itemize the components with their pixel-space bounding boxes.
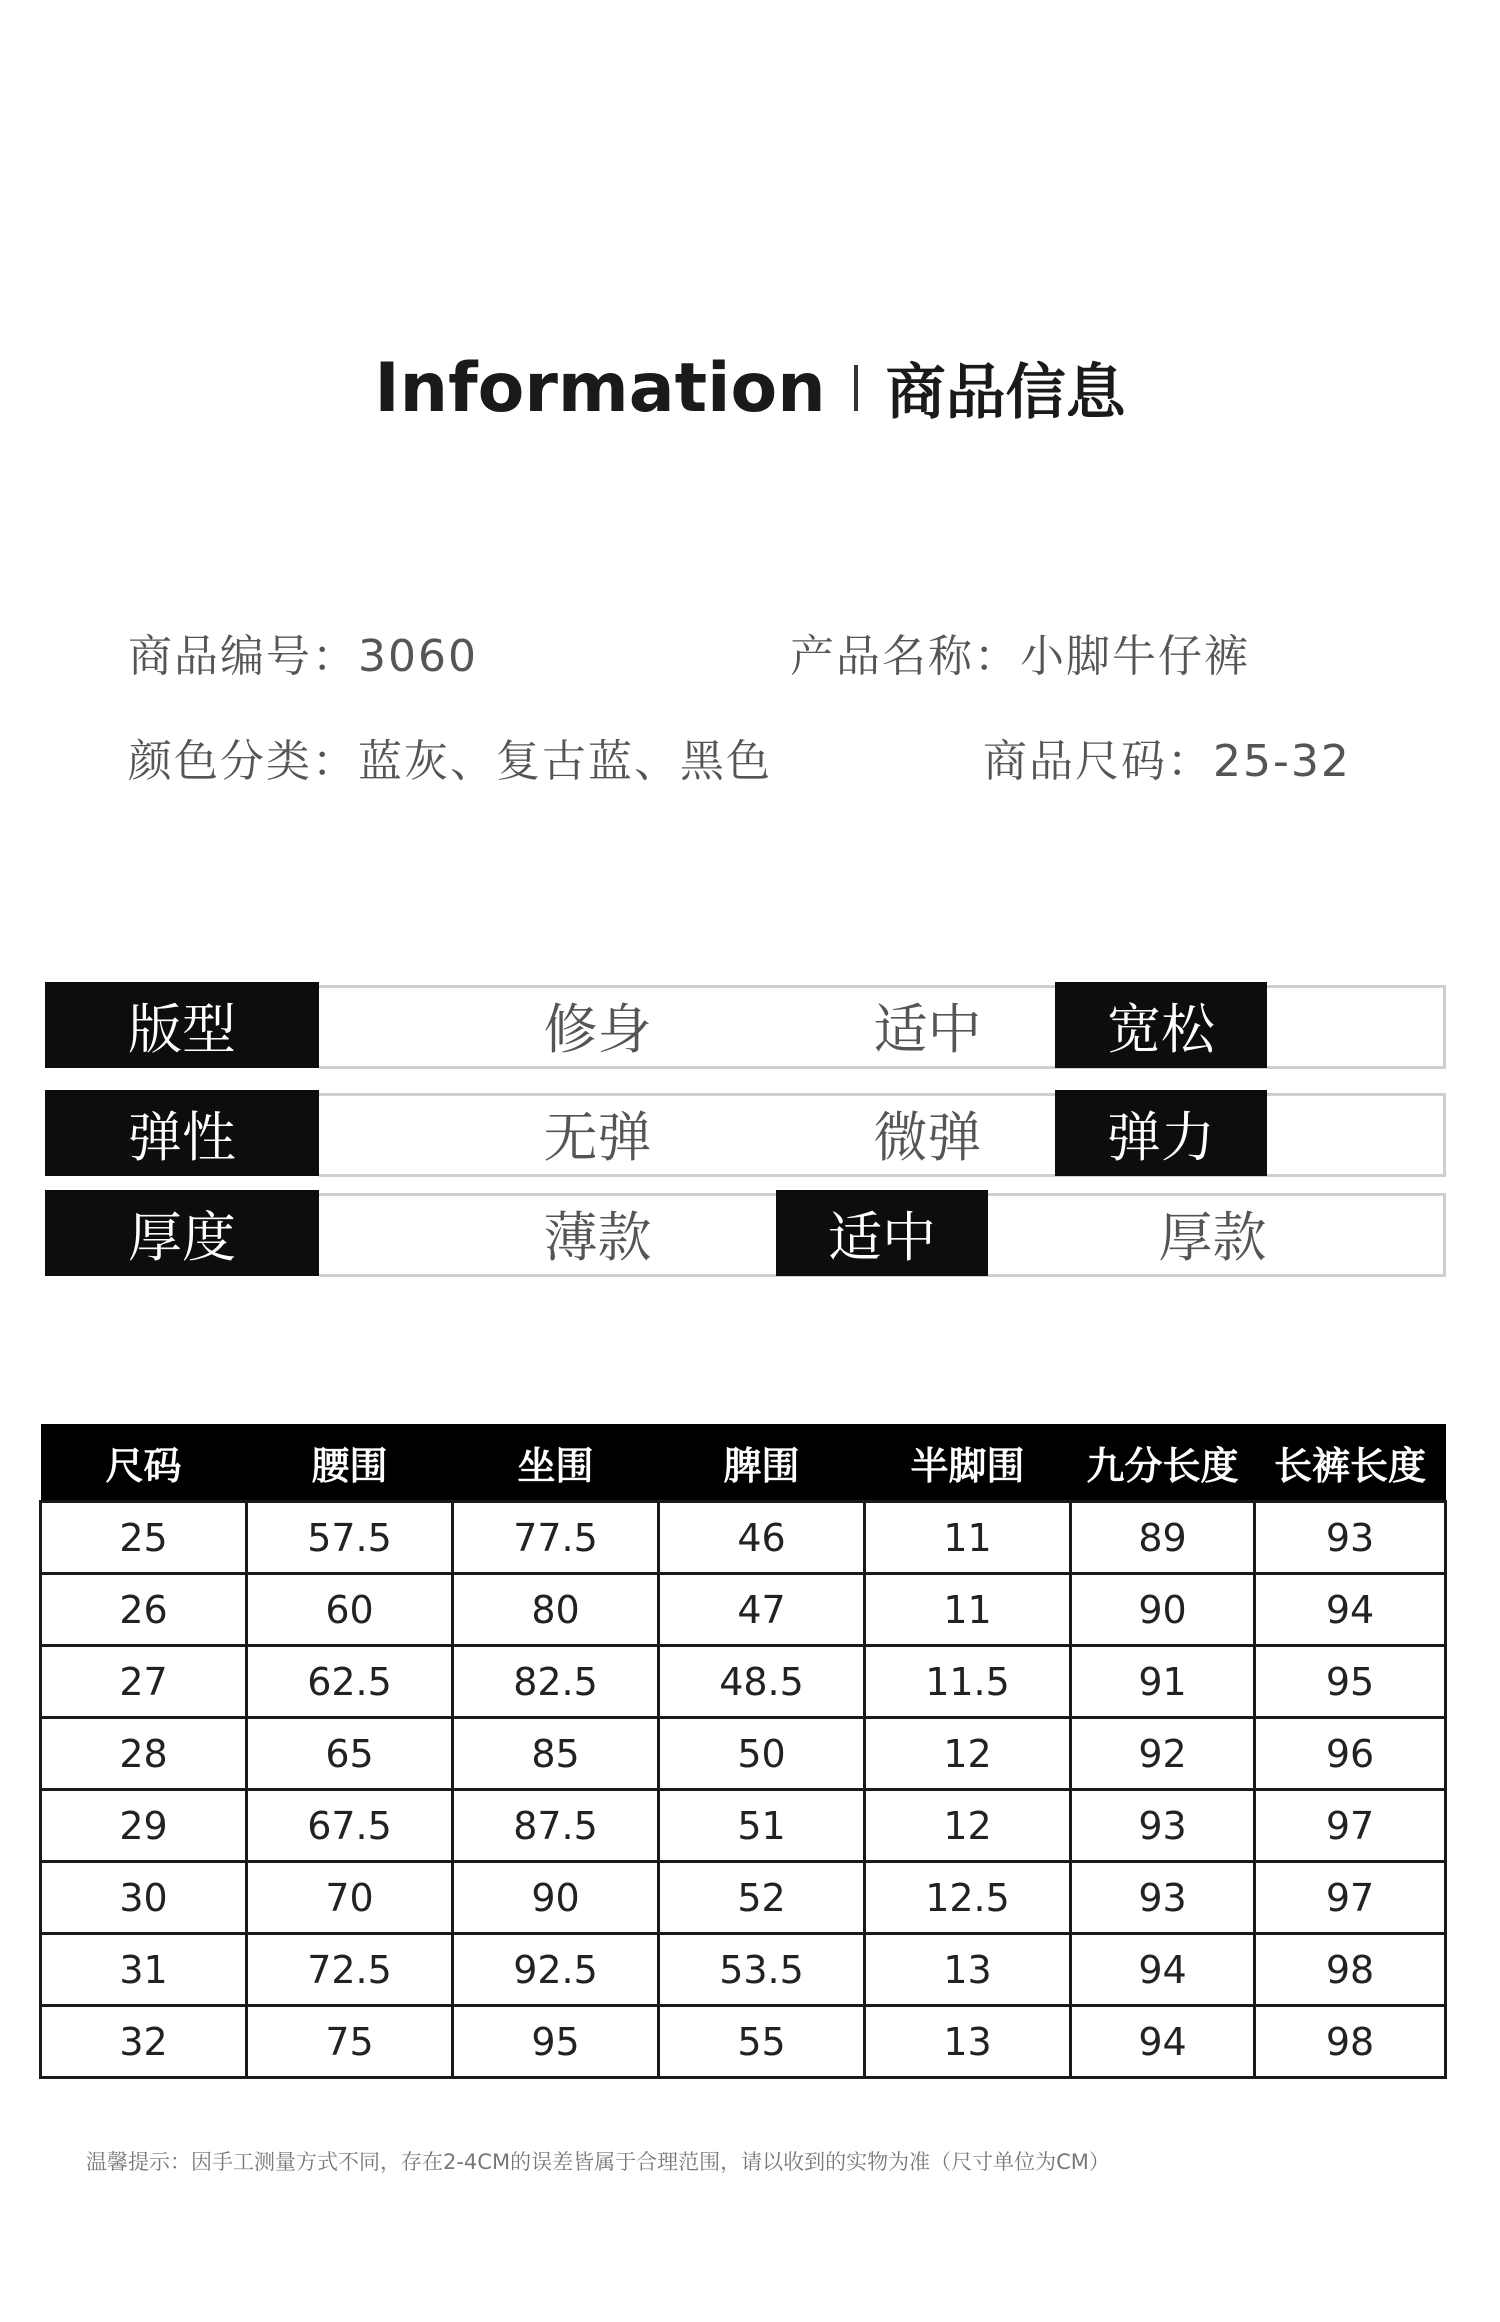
- table-cell: 51: [659, 1790, 865, 1862]
- table-header-row: [41, 1424, 1446, 1502]
- table-cell: 75: [247, 2006, 453, 2078]
- header-hip: 坐围: [453, 1424, 659, 1502]
- attribute-row-fit: [45, 982, 1447, 1068]
- table-cell: 96: [1255, 1718, 1446, 1790]
- table-row: [41, 1574, 1446, 1646]
- table-cell: 97: [1255, 1862, 1446, 1934]
- table-cell: 32: [41, 2006, 247, 2078]
- table-cell: 12: [865, 1718, 1071, 1790]
- header-waist: 腰围: [247, 1424, 453, 1502]
- attribute-option: 薄款: [543, 1205, 652, 1269]
- table-cell: 12: [865, 1790, 1071, 1862]
- header-thigh: 脾围: [659, 1424, 865, 1502]
- table-cell: 53.5: [659, 1934, 865, 2006]
- header-size: 尺码: [41, 1424, 247, 1502]
- table-row: [41, 1790, 1446, 1862]
- attribute-option: 修身: [543, 997, 652, 1061]
- table-cell: 85: [453, 1718, 659, 1790]
- attribute-option: 厚款: [1158, 1205, 1267, 1269]
- table-cell: 90: [453, 1862, 659, 1934]
- table-cell: 31: [41, 1934, 247, 2006]
- table-cell: 52: [659, 1862, 865, 1934]
- table-cell: 92: [1071, 1718, 1255, 1790]
- table-cell: 94: [1071, 2006, 1255, 2078]
- table-row: [41, 1502, 1446, 1574]
- attribute-option: 微弹: [873, 1105, 982, 1169]
- table-row: [41, 1646, 1446, 1718]
- header-cropped-length: 九分长度: [1071, 1424, 1255, 1502]
- table-cell: 94: [1071, 1934, 1255, 2006]
- table-cell: 82.5: [453, 1646, 659, 1718]
- title-divider: [854, 365, 858, 411]
- table-cell: 28: [41, 1718, 247, 1790]
- title-english: Information: [374, 348, 826, 428]
- table-cell: 29: [41, 1790, 247, 1862]
- table-cell: 97: [1255, 1790, 1446, 1862]
- table-cell: 89: [1071, 1502, 1255, 1574]
- header-half-hem: 半脚围: [865, 1424, 1071, 1502]
- table-cell: 98: [1255, 1934, 1446, 2006]
- table-cell: 95: [453, 2006, 659, 2078]
- table-cell: 93: [1071, 1862, 1255, 1934]
- attribute-option: 无弹: [543, 1105, 652, 1169]
- table-cell: 93: [1255, 1502, 1446, 1574]
- size-range: 商品尺码：25-32: [983, 736, 1351, 787]
- table-row: [41, 1862, 1446, 1934]
- attribute-row-thickness: [45, 1190, 1447, 1276]
- table-cell: 13: [865, 2006, 1071, 2078]
- table-row: [41, 2006, 1446, 2078]
- table-cell: 67.5: [247, 1790, 453, 1862]
- table-cell: 11.5: [865, 1646, 1071, 1718]
- table-cell: 57.5: [247, 1502, 453, 1574]
- table-cell: 48.5: [659, 1646, 865, 1718]
- title-chinese: 商品信息: [885, 358, 1126, 428]
- table-cell: 95: [1255, 1646, 1446, 1718]
- table-cell: 27: [41, 1646, 247, 1718]
- table-cell: 47: [659, 1574, 865, 1646]
- measurement-notice: 温馨提示：因手工测量方式不同，存在2-4CM的误差皆属于合理范围，请以收到的实物为准（尺寸单位为CM）: [86, 2150, 1110, 2174]
- table-cell: 72.5: [247, 1934, 453, 2006]
- table-cell: 62.5: [247, 1646, 453, 1718]
- table-cell: 93: [1071, 1790, 1255, 1862]
- size-table: [39, 1424, 1447, 2079]
- table-cell: 87.5: [453, 1790, 659, 1862]
- product-name: 产品名称：小脚牛仔裤: [790, 631, 1250, 682]
- table-cell: 94: [1255, 1574, 1446, 1646]
- table-cell: 65: [247, 1718, 453, 1790]
- table-row: [41, 1718, 1446, 1790]
- attribute-option-selected: 弹力: [1055, 1090, 1267, 1176]
- table-cell: 25: [41, 1502, 247, 1574]
- table-cell: 30: [41, 1862, 247, 1934]
- table-cell: 46: [659, 1502, 865, 1574]
- table-cell: 90: [1071, 1574, 1255, 1646]
- table-cell: 11: [865, 1574, 1071, 1646]
- item-number: 商品编号：3060: [128, 631, 478, 682]
- attribute-label: 弹性: [45, 1090, 319, 1176]
- table-cell: 60: [247, 1574, 453, 1646]
- page-title: [0, 338, 1500, 438]
- table-cell: 50: [659, 1718, 865, 1790]
- attribute-option-selected: 适中: [776, 1190, 988, 1276]
- table-cell: 26: [41, 1574, 247, 1646]
- table-cell: 80: [453, 1574, 659, 1646]
- table-cell: 92.5: [453, 1934, 659, 2006]
- table-cell: 11: [865, 1502, 1071, 1574]
- color-options: 颜色分类：蓝灰、复古蓝、黑色: [128, 736, 772, 787]
- attribute-option-selected: 宽松: [1055, 982, 1267, 1068]
- table-cell: 70: [247, 1862, 453, 1934]
- table-cell: 13: [865, 1934, 1071, 2006]
- header-full-length: 长裤长度: [1255, 1424, 1446, 1502]
- table-cell: 55: [659, 2006, 865, 2078]
- attribute-row-elasticity: [45, 1090, 1447, 1176]
- attribute-option: 适中: [873, 997, 982, 1061]
- table-row: [41, 1934, 1446, 2006]
- table-cell: 12.5: [865, 1862, 1071, 1934]
- attribute-label: 厚度: [45, 1190, 319, 1276]
- attribute-label: 版型: [45, 982, 319, 1068]
- table-cell: 91: [1071, 1646, 1255, 1718]
- table-cell: 77.5: [453, 1502, 659, 1574]
- table-cell: 98: [1255, 2006, 1446, 2078]
